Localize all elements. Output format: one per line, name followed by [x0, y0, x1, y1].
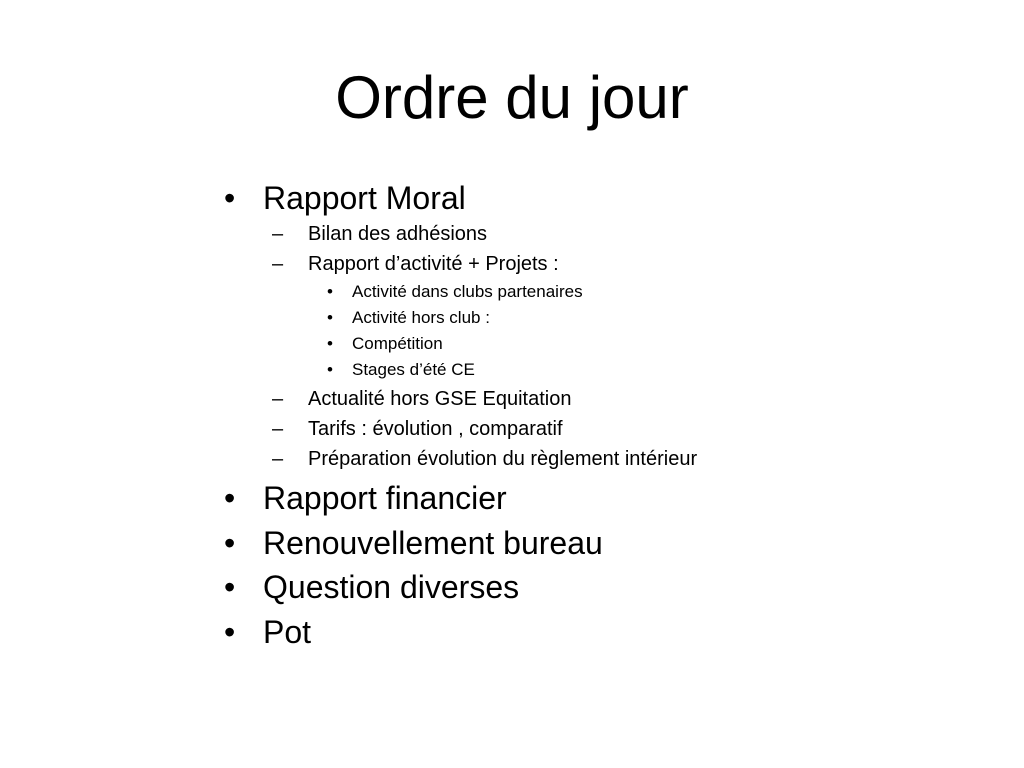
bullet-level3: •: [327, 334, 333, 353]
agenda-item-label: Pot: [263, 614, 312, 650]
subitem-label: Préparation évolution du règlement intérieur: [308, 448, 698, 470]
subsubitem-label: Compétition: [352, 334, 443, 353]
bullet-level1: •: [224, 180, 236, 216]
slide-title: Ordre du jour: [335, 64, 689, 131]
bullet-level3: •: [327, 360, 333, 379]
bullet-level2: –: [272, 418, 284, 440]
bullet-level1: •: [224, 569, 236, 605]
bullet-level2: –: [272, 388, 284, 410]
agenda-item-label: Rapport Moral: [263, 180, 466, 216]
subitem-label: Actualité hors GSE Equitation: [308, 388, 572, 410]
subitem-label: Rapport d’activité + Projets :: [308, 253, 559, 275]
bullet-level1: •: [224, 525, 236, 561]
agenda-item-label: Question diverses: [263, 569, 520, 605]
subsubitem-label: Activité hors club :: [352, 308, 490, 327]
agenda-item-label: Renouvellement bureau: [263, 525, 603, 561]
agenda-item-label: Rapport financier: [263, 480, 507, 516]
subitem-label: Tarifs : évolution , comparatif: [308, 418, 563, 440]
subsubitem-label: Stages d’été CE: [352, 360, 475, 379]
subitem-label: Bilan des adhésions: [308, 223, 488, 245]
bullet-level1: •: [224, 480, 236, 516]
bullet-level3: •: [327, 308, 333, 327]
bullet-level1: •: [224, 614, 236, 650]
bullet-level3: •: [327, 282, 333, 301]
bullet-level2: –: [272, 223, 284, 245]
subsubitem-label: Activité dans clubs partenaires: [352, 282, 583, 301]
bullet-level2: –: [272, 253, 284, 275]
bullet-level2: –: [272, 448, 284, 470]
